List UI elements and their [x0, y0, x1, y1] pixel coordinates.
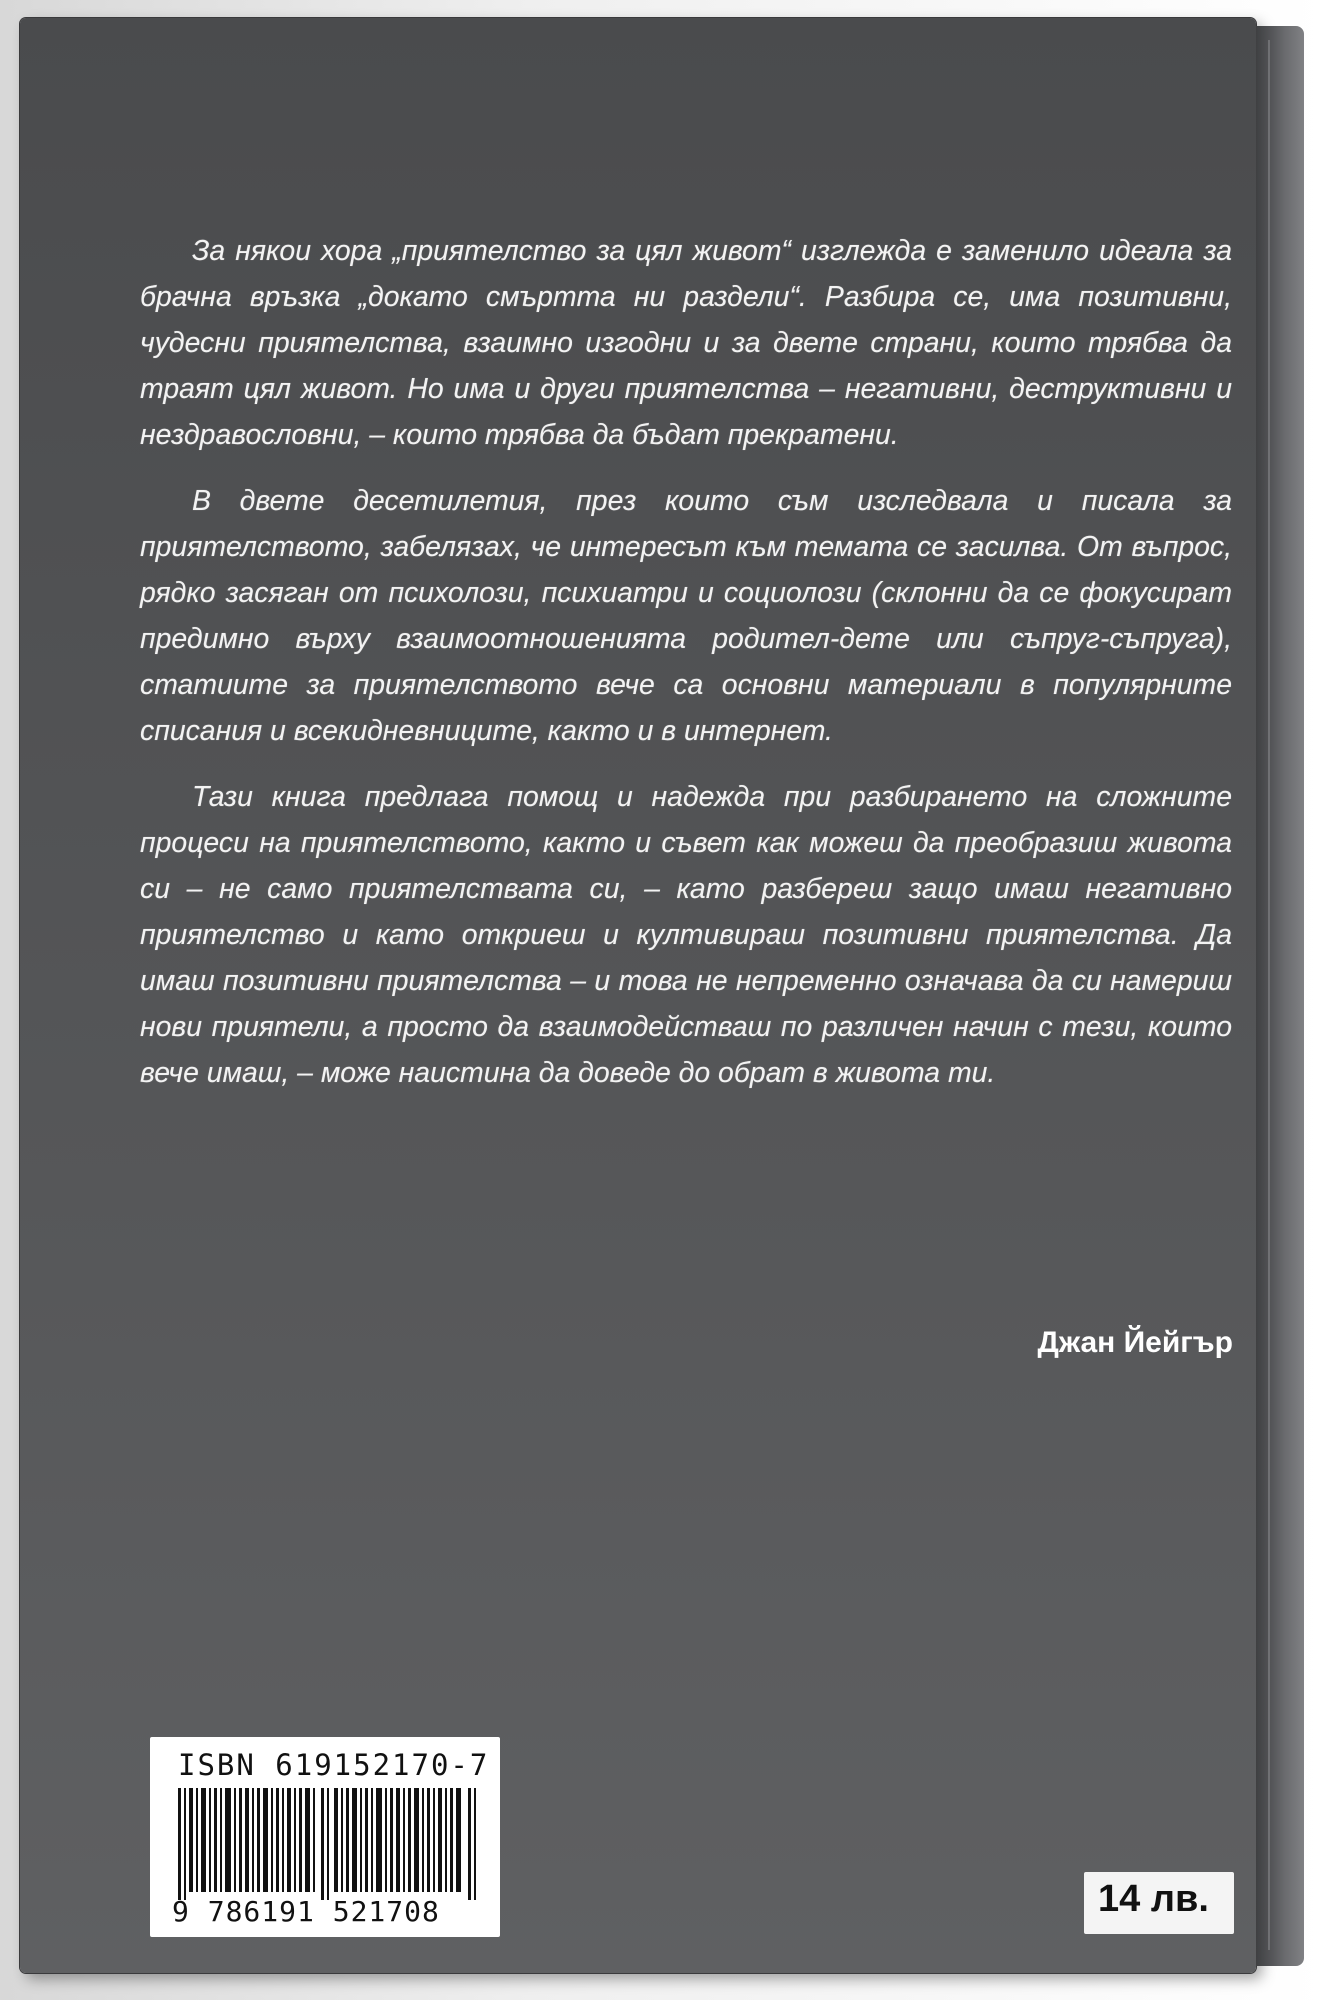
barcode-bars [178, 1788, 483, 1900]
blurb-text [140, 228, 1232, 1116]
blurb-paragraph-2: В двете десетилетия, през които съм изследвала и писала за приятелството, забелязах, че интересът към темата се засилва. От въпрос, рядко засяган от психолози, психиатри и социолози (склонни да се фокусират предимно върху взаимоотношенията родител-дете или съпруг-съпруга), статиите за приятелството вече са основни материали в популярните списания и всекидневниците, както и в интернет. [140, 485, 1232, 747]
book-spine [1256, 26, 1304, 1966]
price-label: 14 лв. [1098, 1878, 1209, 1920]
blurb-paragraph-1: За някои хора „приятелство за цял живот“ изглежда е заменило идеала за брачна връзка „докато смъртта ни раздели“. Разбира се, има позитивни, чудесни приятелства, взаимно изгодни и за двете страни, които трябва да траят цял живот. Но има и други приятелства – негативни, деструктивни и нездравословни, – които трябва да бъдат прекратени. [140, 235, 1232, 451]
isbn-label: ISBN 619152170-7 [178, 1748, 490, 1782]
spine-edge-line [1268, 40, 1270, 1950]
blurb-paragraph-3: Тази книга предлага помощ и надежда при разбирането на сложните процеси на приятелството, както и съвет как можеш да преобразиш живота си – не само приятелствата си, – като разбереш защо имаш негативно приятелство и като откриеш и култивираш позитивни приятелства. Да имаш позитивни приятелства – и това не непременно означава да си намериш нови приятели, а просто да взаимодействаш по различен начин с тези, които вече имаш, – може наистина да доведе до обрат в живота ти. [140, 781, 1232, 1089]
author-name: Джан Йейгър [1037, 1326, 1233, 1359]
barcode-digits: 9 786191 521708 [172, 1895, 440, 1928]
